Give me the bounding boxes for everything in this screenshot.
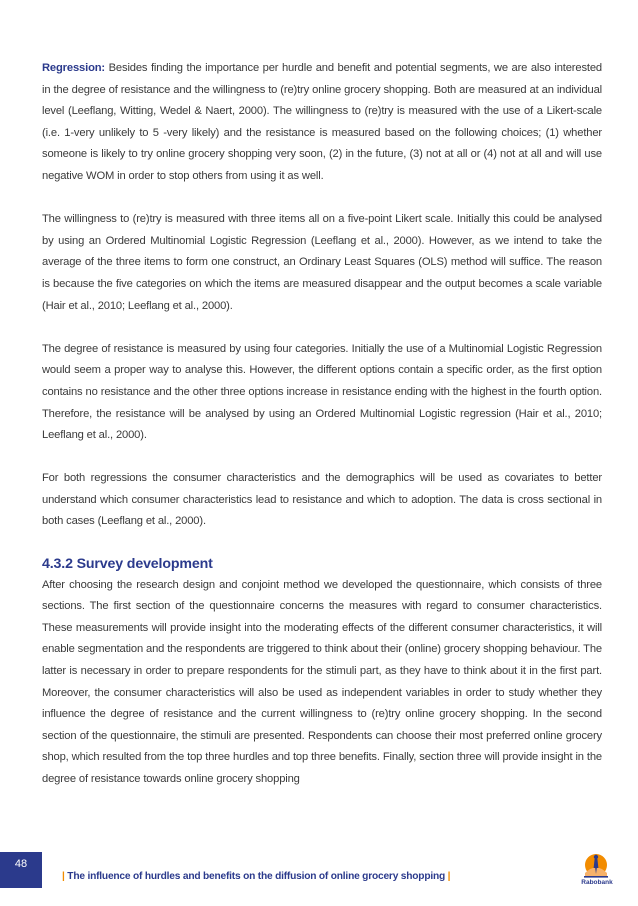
footer-bar-right: | <box>447 871 451 882</box>
main-content <box>42 58 602 791</box>
section-heading: 4.3.2 Survey development <box>42 555 213 572</box>
paragraph-resistance: The degree of resistance is measured by using four categories. Initially the use of a Multinomial Logistic Regression would seem a proper way to analyse this. However, the different options contain a specific order, as the first option contains no resistance and the other three options increase in resistance ending with the highest in the fourth option. Therefore, the resistance will be analysed by using an Ordered Multinomial Logistic regression (Hair et al., 2010; Leeflang et al., 2000). <box>42 342 602 442</box>
page-number: 48 <box>0 852 42 888</box>
paragraph-survey: After choosing the research design and conjoint method we developed the questionnaire, which consists of three sections. The first section of the questionnaire concerns the measures with regard to consumer characteristics. These measurements will provide insight into the moderating effects of the different consumer characteristics, it will enable segmentation and the respondents are triggered to think about their (online) grocery shopping behaviour. The latter is necessary in order to prepare respondents for the stimuli part, as they have to think about it in the first part. Moreover, the consumer characteristics will also be used as independent variables in order to study whether they influence the degree of resistance and the current willingness to (re)try online grocery shopping. In the second section of the questionnaire, the stimuli are presented. Respondents can choose their most preferred online grocery shop, which resulted from the top three hurdles and top three benefits. Finally, section three will provide insight in the degree of resistance towards online grocery shopping <box>42 578 602 785</box>
paragraph-willingness: The willingness to (re)try is measured with three items all on a five-point Likert scale. Initially this could be analysed by using an Ordered Multinomial Logistic Regression (Leeflang et al., 2000). However, as we intend to take the average of the three items to form one construct, an Ordinary Least Squares (OLS) method will suffice. The reason is because the five categories on which the items are measured disappear and the output becomes a scale variable (Hair et al., 2010; Leeflang et al., 2000). <box>42 213 602 312</box>
footer-title: The influence of hurdles and benefits on the diffusion of online grocery shopping <box>67 871 446 882</box>
regression-body: Besides finding the importance per hurdle and benefit and potential segments, we are also interested in the degree of resistance and the willingness to (re)try online grocery shopping. Both are measured at an individual level (Leeflang, Witting, Wedel & Naert, 2000). The willingness to (re)try is measured with the use of a Likert-scale (i.e. 1-very unlikely to 5 -very likely) and the resistance is measured based on the following choices; (1) whether someone is likely to try online grocery shopping very soon, (2) in the future, (3) not at all or (4) not at all and will use negative WOM in order to stop others from using it as well. <box>42 62 602 182</box>
footer-bar-left: | <box>62 871 65 882</box>
paragraph-covariates: For both regressions the consumer characteristics and the demographics will be used as covariates to better understand which consumer characteristics lead to resistance and which to adoption. The data is cross sectional in both cases (Leeflang et al., 2000). <box>42 472 602 528</box>
paragraph-regression <box>42 58 602 188</box>
rabobank-logo-text: Rabobank <box>581 879 613 886</box>
footer-title-bar <box>62 871 522 882</box>
regression-lead: Regression: <box>42 62 106 74</box>
